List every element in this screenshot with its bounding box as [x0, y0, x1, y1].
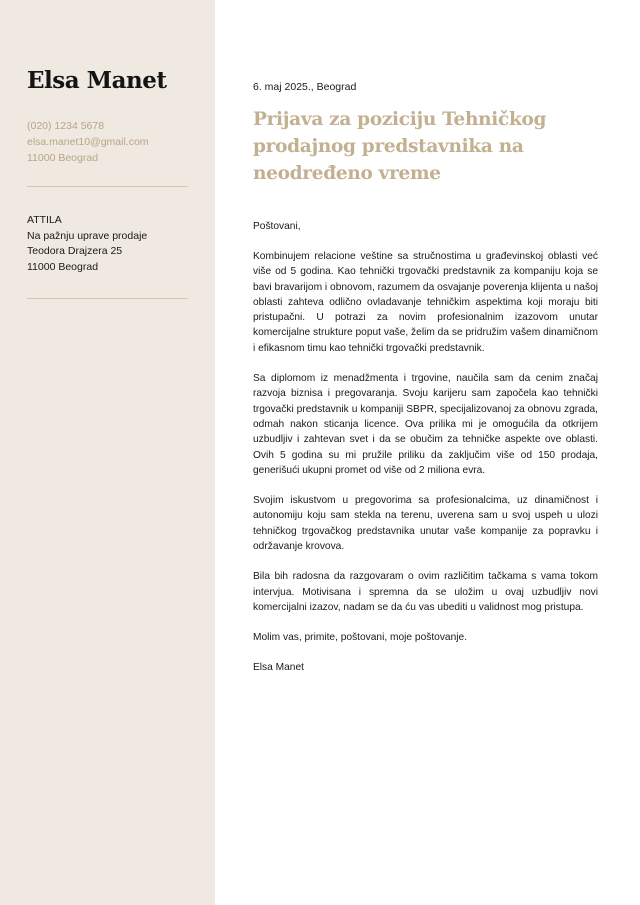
letter-paragraph-2: Sa diplomom iz menadžmenta i trgovine, naučila sam da cenim značaj razvoja biznisa i pregovaranja. Svoju karijeru sam započela kao tehnički trgovački predstavnik u kompaniji SBPR, specijalizovanoj za obnovu zgrada, odmah nakon sticanja licence. Ova prilika mi je omogućila da otkrijem uzbudljiv i zahtevan svet i da se obučim za tehničke aspekte ove oblasti. Ovih 5 godina su mi pružile priliku da zaključim više od 150 prodaja, generišući ukupni promet od više od 2 miliona evra. [253, 373, 598, 476]
letter-subject: Prijava za poziciju Tehničkog prodajnog predstavnika na neodređeno vreme [253, 109, 547, 184]
letter-paragraph-4: Bila bih radosna da razgovaram o ovim različitim tačkama s vama tokom intervjua. Motivisana i spremna da se uložim u ovaj uzbudljiv novi komercijalni izazov, nadam se da ću vas ubediti u validnost mog pristupa. [253, 571, 598, 613]
letter-greeting: Poštovani, [253, 221, 301, 232]
recipient-city: 11000 Beograd [27, 260, 99, 273]
letter-closing: Molim vas, primite, poštovani, moje poštovanje. [253, 632, 468, 644]
sidebar-divider-top [27, 186, 188, 187]
recipient-block [27, 213, 188, 275]
recipient-street: Teodora Drajzera 25 [27, 245, 123, 257]
letter-signature: Elsa Manet [253, 661, 304, 673]
sidebar-divider-bottom [27, 298, 188, 299]
sender-email: elsa.manet10@gmail.com [27, 136, 149, 148]
letter-date: 6. maj 2025., Beograd [253, 81, 357, 93]
letter-paragraph-1: Kombinujem relacione veštine sa stručnostima u građevinskoj oblasti već više od 5 godina. Kao tehnički trgovački predstavnik za kompaniju koja se bavi bravarijom i obnovom, razumem da osvajanje poverenja klijenta u našoj oblasti zahteva odlično ovladavanje tehničkim aspektima koji moraju biti pristupačni. U potrazi za novim profesionalnim izazovom unutar komercijalne strukture poput vaše, želim da se pridružim vašem dinamičnom i efikasnom timu kao tehnički trgovački predstavnik. [253, 251, 598, 354]
sender-phone: (020) 1234 5678 [27, 120, 105, 132]
recipient-attention: Na pažnju uprave prodaje [27, 229, 148, 242]
sender-contact [27, 118, 188, 166]
letter-body [215, 0, 640, 905]
sender-city: 11000 Beograd [27, 152, 99, 164]
letter-paragraph-3: Svojim iskustvom u pregovorima sa profesionalcima, uz dinamičnost i autonomiju koju sam stekla na terenu, uverena sam u svoj uspeh u ulozi tehničkog trgovačkog predstavnika unutar vaše kompanije za popravku i održavanje krovova. [253, 495, 598, 553]
sidebar [0, 0, 215, 905]
recipient-company: ATTILA [27, 214, 62, 226]
sender-name: Elsa Manet [27, 67, 167, 94]
